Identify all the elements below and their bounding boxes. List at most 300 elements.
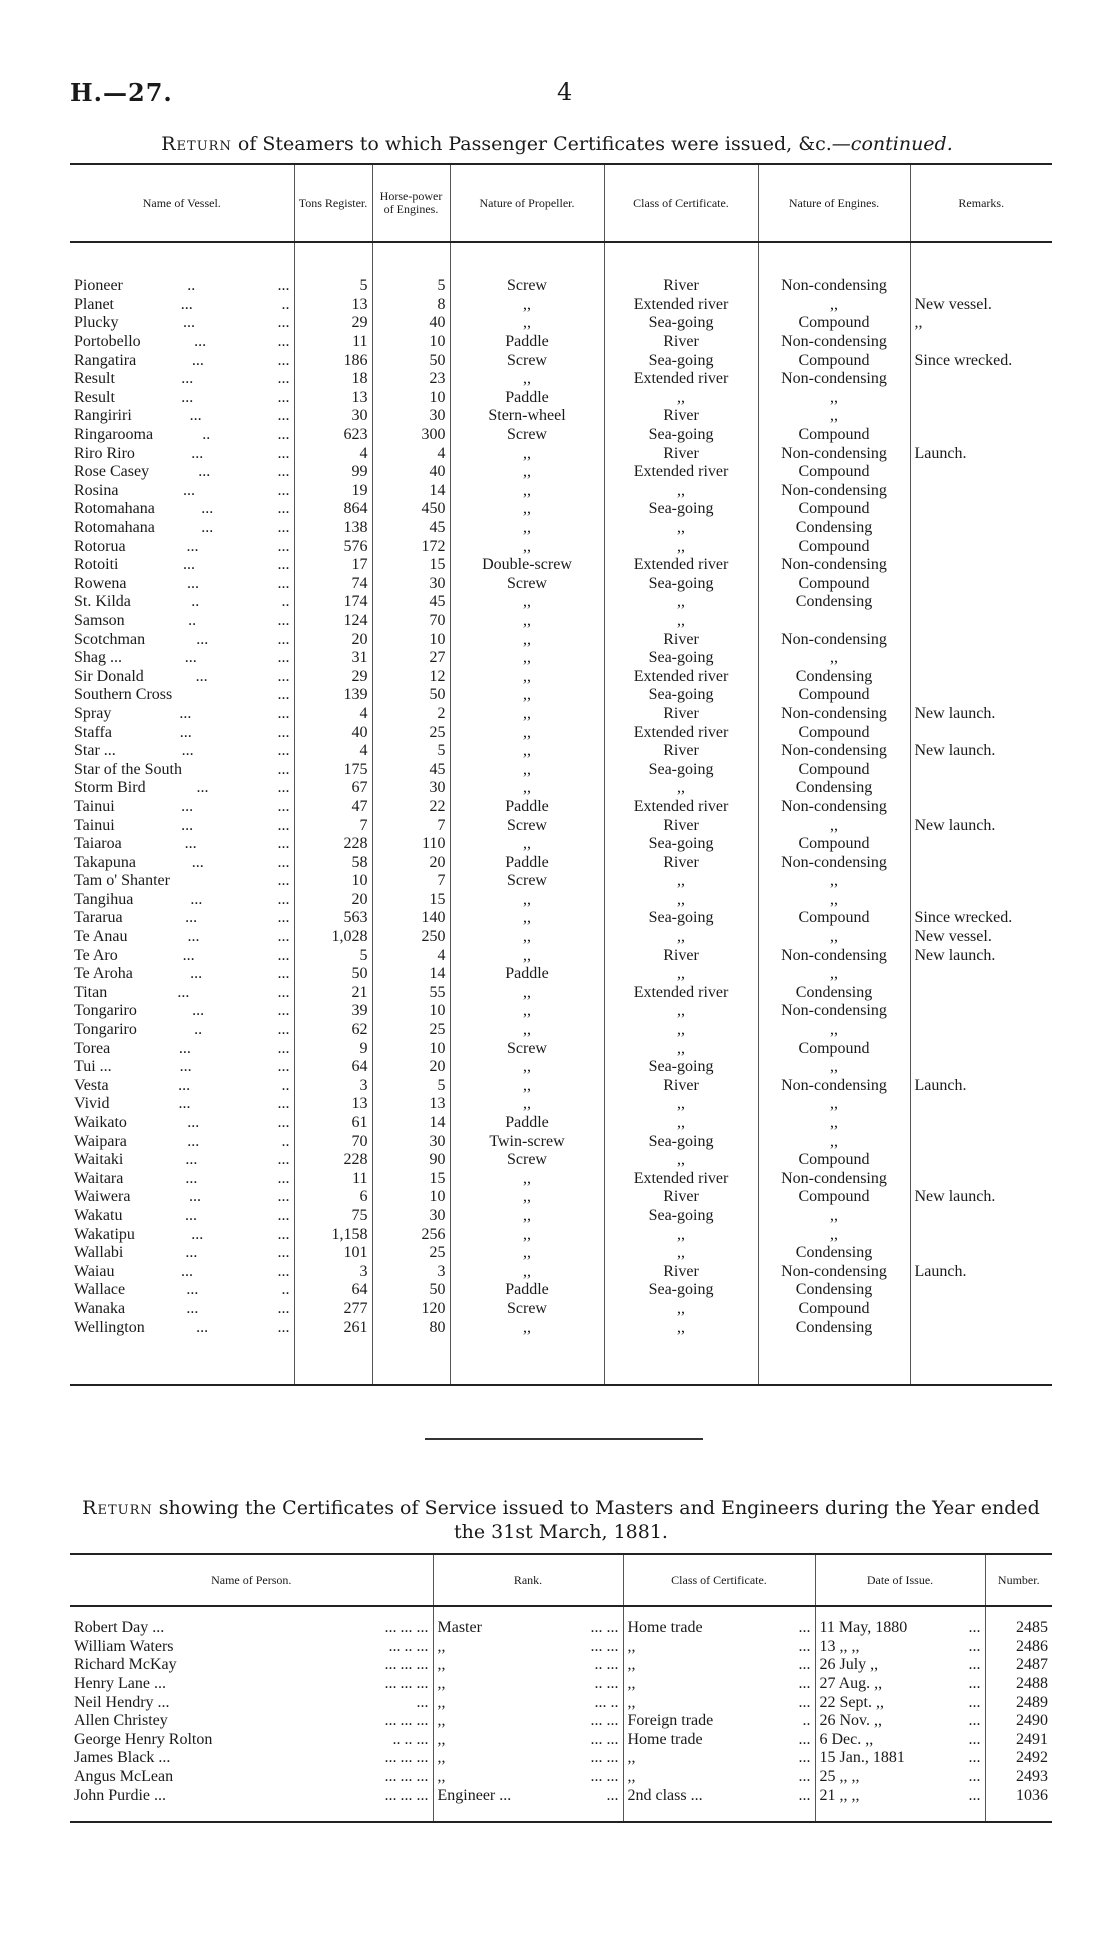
leader-dots: ...: [968, 1693, 981, 1711]
leader-dots: ...: [277, 760, 290, 778]
remarks: [910, 779, 1052, 798]
engine-nature: ,,: [758, 816, 910, 835]
certificate-class: Sea-going: [604, 1132, 758, 1151]
remarks: [910, 835, 1052, 854]
leader-dots: ...: [182, 481, 195, 499]
propeller: ,,: [450, 1244, 604, 1263]
horse-power: 45: [372, 593, 450, 612]
leader-dots: ...: [277, 333, 290, 351]
vessel-name: Tongariro: [74, 1021, 137, 1039]
tons-register: 864: [294, 500, 372, 519]
table-row: [70, 1170, 1052, 1189]
engine-nature: ,,: [758, 891, 910, 910]
cert-number: 2491: [985, 1731, 1052, 1750]
leader-dots: ...: [186, 574, 199, 592]
vessel-name: Star of the South: [74, 760, 182, 778]
vessel-name-cell: [70, 1300, 294, 1319]
report-code: H.—27.: [70, 78, 173, 107]
propeller: ,,: [450, 370, 604, 389]
leader-dots: ...: [182, 556, 195, 574]
title-continued: continued.: [850, 133, 953, 155]
remarks: [910, 630, 1052, 649]
vessel-name: Tararua: [74, 909, 123, 927]
leader-dots: ...: [182, 946, 195, 964]
spacer-cell: [450, 1337, 604, 1385]
spacer-cell: [70, 1805, 433, 1822]
issue-date: 11 May, 1880: [819, 1619, 908, 1637]
leader-dots: ...: [184, 649, 197, 667]
leader-dots: ...: [181, 742, 194, 760]
engine-nature: Non-condensing: [758, 482, 910, 501]
leader-dots: ...: [277, 556, 290, 574]
person-name: Angus McLean: [74, 1768, 174, 1786]
vessel-name-cell: [70, 835, 294, 854]
issue-date: 25 ,, ,,: [819, 1768, 860, 1786]
propeller: ,,: [450, 1318, 604, 1337]
cert-class-cell: [623, 1749, 815, 1768]
certificate-class: Extended river: [604, 798, 758, 817]
col-class-of-certificate: Class of Certificate.: [604, 164, 758, 242]
vessel-name: Plucky: [74, 314, 119, 332]
horse-power: 7: [372, 816, 450, 835]
leader-dots: ...: [201, 500, 214, 518]
vessel-name-wrap: [74, 556, 290, 574]
spacer-cell: [294, 1337, 372, 1385]
leader-dots: ...: [798, 1768, 811, 1786]
cert-class-cell: [623, 1675, 815, 1694]
horse-power: 14: [372, 482, 450, 501]
vessel-name: Portobello: [74, 333, 141, 351]
cert-number: 2492: [985, 1749, 1052, 1768]
vessel-name-cell: [70, 946, 294, 965]
certificate-class: ,,: [604, 1300, 758, 1319]
tons-register: 563: [294, 909, 372, 928]
engine-nature: ,,: [758, 1132, 910, 1151]
tons-register: 19: [294, 482, 372, 501]
horse-power: 15: [372, 556, 450, 575]
remarks: [910, 798, 1052, 817]
leader-dots: ...: [277, 872, 290, 890]
vessel-name: Planet: [74, 295, 114, 313]
vessel-name-wrap: [74, 947, 290, 965]
engine-nature: ,,: [758, 407, 910, 426]
engine-nature: Condensing: [758, 519, 910, 538]
leader-dots: ...: [277, 1244, 290, 1262]
tons-register: 13: [294, 1095, 372, 1114]
col-cert-class: Class of Certificate.: [623, 1554, 815, 1606]
spacer-row: [70, 1805, 1052, 1822]
leader-dots: ...: [191, 444, 204, 462]
tons-register: 228: [294, 835, 372, 854]
propeller: ,,: [450, 1170, 604, 1189]
engine-nature: ,,: [758, 928, 910, 947]
leader-dots: ...: [277, 835, 290, 853]
horse-power: 172: [372, 537, 450, 556]
remarks: [910, 1002, 1052, 1021]
propeller: ,,: [450, 463, 604, 482]
tons-register: 261: [294, 1318, 372, 1337]
vessel-name-cell: [70, 463, 294, 482]
leader-dots: ...: [191, 1225, 204, 1243]
leader-dots: ...: [277, 909, 290, 927]
certificate-class: Sea-going: [604, 835, 758, 854]
cert-class-wrap: [628, 1749, 811, 1767]
propeller: Screw: [450, 575, 604, 594]
leader-dots: ...: [190, 965, 203, 983]
col-name-of-person: Name of Person.: [70, 1554, 433, 1606]
leader-dots: ...: [277, 1151, 290, 1169]
engine-nature: Compound: [758, 723, 910, 742]
table-row: [70, 798, 1052, 817]
rank-cell: [433, 1749, 623, 1768]
vessel-name-cell: [70, 1114, 294, 1133]
engine-nature: Non-condensing: [758, 742, 910, 761]
vessel-name-cell: [70, 742, 294, 761]
engine-nature: Compound: [758, 1039, 910, 1058]
certificate-class: ,,: [604, 928, 758, 947]
table-row: [70, 575, 1052, 594]
vessel-name-cell: [70, 500, 294, 519]
vessel-name-cell: [70, 1021, 294, 1040]
engine-nature: Condensing: [758, 1281, 910, 1300]
engine-nature: Non-condensing: [758, 853, 910, 872]
propeller: ,,: [450, 593, 604, 612]
leader-dots: ..: [191, 593, 200, 611]
vessel-name: Wallace: [74, 1281, 126, 1299]
tons-register: 61: [294, 1114, 372, 1133]
leader-dots: ...: [968, 1786, 981, 1804]
section-divider: [425, 1438, 703, 1440]
certificate-class: ,,: [604, 593, 758, 612]
leader-dots: ...: [179, 704, 192, 722]
vessel-name-cell: [70, 630, 294, 649]
issue-date: 6 Dec. ,,: [819, 1730, 874, 1748]
issue-date-cell: [815, 1768, 985, 1787]
rank-cell: [433, 1675, 623, 1694]
table-row: [70, 1039, 1052, 1058]
leader-dots: ...: [186, 537, 199, 555]
table-row: [70, 928, 1052, 947]
certificate-class: ,,: [604, 965, 758, 984]
col-number: Number.: [985, 1554, 1052, 1606]
leader-dots: ... ... ...: [384, 1786, 429, 1804]
remarks: [910, 519, 1052, 538]
horse-power: 20: [372, 853, 450, 872]
cert-class: Home trade: [627, 1730, 703, 1748]
issue-date-wrap: [820, 1768, 981, 1786]
remarks: [910, 575, 1052, 594]
spacer-row: [70, 1337, 1052, 1385]
col-tons-register: Tons Register.: [294, 164, 372, 242]
certificate-class: Extended river: [604, 984, 758, 1003]
vessel-name: Rotoiti: [74, 556, 119, 574]
leader-dots: ...: [798, 1656, 811, 1674]
remarks: [910, 872, 1052, 891]
tons-register: 20: [294, 891, 372, 910]
vessel-name: Rotomahana: [74, 500, 155, 518]
remarks: [910, 1095, 1052, 1114]
propeller: Paddle: [450, 1281, 604, 1300]
vessel-name-wrap: [74, 1151, 290, 1169]
spacer-cell: [758, 1337, 910, 1385]
vessel-name-wrap: [74, 742, 290, 760]
cert-class-cell: [623, 1712, 815, 1731]
horse-power: 120: [372, 1300, 450, 1319]
vessel-name-cell: [70, 1002, 294, 1021]
vessel-name-cell: [70, 389, 294, 408]
remarks: [910, 1151, 1052, 1170]
vessel-name: Vivid: [74, 1095, 110, 1113]
cert-class: Home trade: [627, 1619, 703, 1637]
person-name-cell: [70, 1619, 433, 1638]
horse-power: 40: [372, 314, 450, 333]
horse-power: 15: [372, 1170, 450, 1189]
spacer-row: [70, 242, 1052, 277]
cert-class-cell: [623, 1768, 815, 1787]
table-row: [70, 1244, 1052, 1263]
vessel-name-wrap: [74, 445, 290, 463]
cert-class-wrap: [628, 1675, 811, 1693]
vessel-name: Tainui: [74, 797, 115, 815]
vessel-name-cell: [70, 537, 294, 556]
propeller: Screw: [450, 426, 604, 445]
engine-nature: Non-condensing: [758, 333, 910, 352]
leader-dots: ...: [277, 723, 290, 741]
vessel-name: Tongariro: [74, 1002, 137, 1020]
person-name: Richard McKay: [74, 1656, 177, 1674]
table-row: [70, 463, 1052, 482]
horse-power: 27: [372, 649, 450, 668]
leader-dots: ...: [277, 519, 290, 537]
vessel-name-cell: [70, 667, 294, 686]
table-row: [70, 1675, 1052, 1694]
vessel-name-cell: [70, 1281, 294, 1300]
leader-dots: ...: [968, 1656, 981, 1674]
vessel-name-cell: [70, 593, 294, 612]
vessel-name-wrap: [74, 463, 290, 481]
propeller: ,,: [450, 984, 604, 1003]
leader-dots: ...: [277, 444, 290, 462]
propeller: ,,: [450, 760, 604, 779]
remarks: New launch.: [910, 1188, 1052, 1207]
title-main: of Steamers to which Passenger Certificates were issued, &c.—: [231, 133, 851, 155]
certificate-class: ,,: [604, 1095, 758, 1114]
person-name-wrap: [74, 1731, 429, 1749]
table-row: [70, 1188, 1052, 1207]
leader-dots: ... ... ...: [384, 1768, 429, 1786]
propeller: ,,: [450, 1207, 604, 1226]
remarks: Since wrecked.: [910, 909, 1052, 928]
vessel-name-cell: [70, 891, 294, 910]
vessel-name: Result: [74, 370, 115, 388]
vessel-name-cell: [70, 1058, 294, 1077]
remarks: [910, 407, 1052, 426]
rank-wrap: [438, 1638, 619, 1656]
leader-dots: .. ...: [594, 1675, 619, 1693]
horse-power: 55: [372, 984, 450, 1003]
leader-dots: ...: [277, 426, 290, 444]
remarks: New launch.: [910, 705, 1052, 724]
leader-dots: ... ... ...: [384, 1675, 429, 1693]
vessel-name-cell: [70, 779, 294, 798]
vessel-name-wrap: [74, 891, 290, 909]
certificate-class: Sea-going: [604, 686, 758, 705]
vessel-name: Waipara: [74, 1132, 127, 1150]
tons-register: 70: [294, 1132, 372, 1151]
propeller: ,,: [450, 500, 604, 519]
remarks: [910, 593, 1052, 612]
person-name-wrap: [74, 1712, 429, 1730]
table-row: [70, 723, 1052, 742]
engine-nature: Non-condensing: [758, 946, 910, 965]
person-name-cell: [70, 1768, 433, 1787]
horse-power: 10: [372, 1002, 450, 1021]
vessel-name-cell: [70, 575, 294, 594]
table-row: [70, 1132, 1052, 1151]
person-name-cell: [70, 1786, 433, 1805]
cert-class-wrap: [628, 1694, 811, 1712]
remarks: New vessel.: [910, 928, 1052, 947]
vessel-name: Rotorua: [74, 537, 126, 555]
leader-dots: ... ...: [590, 1637, 619, 1655]
certificate-class: Extended river: [604, 370, 758, 389]
propeller: ,,: [450, 1058, 604, 1077]
remarks: [910, 965, 1052, 984]
horse-power: 14: [372, 1114, 450, 1133]
certificate-class: ,,: [604, 1318, 758, 1337]
spacer-cell: [433, 1805, 623, 1822]
tons-register: 47: [294, 798, 372, 817]
remarks: [910, 1114, 1052, 1133]
propeller: ,,: [450, 296, 604, 315]
leader-dots: ...: [277, 1299, 290, 1317]
issue-date-cell: [815, 1619, 985, 1638]
vessel-name: Star ...: [74, 742, 116, 760]
certificate-class: ,,: [604, 779, 758, 798]
cert-number: 2490: [985, 1712, 1052, 1731]
tons-register: 13: [294, 389, 372, 408]
table-row: [70, 891, 1052, 910]
cert-class-wrap: [628, 1768, 811, 1786]
table-row: [70, 909, 1052, 928]
leader-dots: ..: [281, 295, 290, 313]
leader-dots: ..: [281, 1076, 290, 1094]
propeller: Paddle: [450, 333, 604, 352]
table-row: [70, 760, 1052, 779]
cert-number: 2486: [985, 1638, 1052, 1657]
vessel-name: Tainui: [74, 816, 115, 834]
vessel-name-wrap: [74, 389, 290, 407]
certificate-class: Sea-going: [604, 1281, 758, 1300]
spacer-cell: [604, 1337, 758, 1385]
remarks: [910, 426, 1052, 445]
certificate-class: Extended river: [604, 556, 758, 575]
table-row: [70, 1058, 1052, 1077]
vessel-name: Waitara: [74, 1169, 124, 1187]
propeller: ,,: [450, 946, 604, 965]
vessel-name: Waikato: [74, 1114, 127, 1132]
engine-nature: Condensing: [758, 984, 910, 1003]
spacer-cell: [985, 1805, 1052, 1822]
horse-power: 8: [372, 296, 450, 315]
vessel-name: Sir Donald: [74, 667, 144, 685]
certificate-class: ,,: [604, 1114, 758, 1133]
vessel-name-cell: [70, 705, 294, 724]
vessel-name-wrap: [74, 1244, 290, 1262]
propeller: Double-screw: [450, 556, 604, 575]
table-row: [70, 835, 1052, 854]
remarks: New vessel.: [910, 296, 1052, 315]
certificate-class: River: [604, 705, 758, 724]
rank: ,,: [437, 1749, 446, 1767]
vessel-name: Staffa: [74, 723, 112, 741]
issue-date-wrap: [820, 1712, 981, 1730]
propeller: Screw: [450, 1039, 604, 1058]
certificate-class: ,,: [604, 1039, 758, 1058]
horse-power: 30: [372, 1207, 450, 1226]
tons-register: 4: [294, 705, 372, 724]
propeller: ,,: [450, 723, 604, 742]
leader-dots: ...: [198, 463, 211, 481]
vessel-name-wrap: [74, 314, 290, 332]
table-row: [70, 1712, 1052, 1731]
leader-dots: ...: [798, 1619, 811, 1637]
horse-power: 22: [372, 798, 450, 817]
col-remarks: Remarks.: [910, 164, 1052, 242]
rank-cell: [433, 1768, 623, 1787]
engine-nature: Non-condensing: [758, 1262, 910, 1281]
certificate-class: Extended river: [604, 1170, 758, 1189]
propeller: Screw: [450, 872, 604, 891]
spacer-cell: [70, 242, 294, 277]
person-name-wrap: [74, 1619, 429, 1637]
horse-power: 10: [372, 1188, 450, 1207]
leader-dots: ...: [968, 1637, 981, 1655]
certificate-class: Sea-going: [604, 649, 758, 668]
propeller: ,,: [450, 314, 604, 333]
rank: ,,: [437, 1637, 446, 1655]
horse-power: 250: [372, 928, 450, 947]
propeller: Twin-screw: [450, 1132, 604, 1151]
vessel-name-wrap: [74, 724, 290, 742]
vessel-name-wrap: [74, 482, 290, 500]
issue-date-cell: [815, 1638, 985, 1657]
remarks: [910, 686, 1052, 705]
table-row: [70, 296, 1052, 315]
vessel-name: Rose Casey: [74, 463, 150, 481]
vessel-name-wrap: [74, 1058, 290, 1076]
issue-date-wrap: [820, 1656, 981, 1674]
remarks: ,,: [910, 314, 1052, 333]
remarks: [910, 1318, 1052, 1337]
leader-dots: .. ...: [594, 1656, 619, 1674]
certificate-class: River: [604, 333, 758, 352]
leader-dots: ...: [196, 779, 209, 797]
tons-register: 139: [294, 686, 372, 705]
vessel-name-wrap: [74, 1319, 290, 1337]
table-row: [70, 649, 1052, 668]
leader-dots: ...: [968, 1768, 981, 1786]
leader-dots: ...: [178, 1095, 191, 1113]
col-date-of-issue: Date of Issue.: [815, 1554, 985, 1606]
vessel-name-wrap: [74, 333, 290, 351]
person-name-cell: [70, 1731, 433, 1750]
vessel-name-wrap: [74, 1207, 290, 1225]
vessel-name-wrap: [74, 984, 290, 1002]
table-row: [70, 612, 1052, 631]
horse-power: 10: [372, 389, 450, 408]
leader-dots: ...: [179, 1058, 192, 1076]
